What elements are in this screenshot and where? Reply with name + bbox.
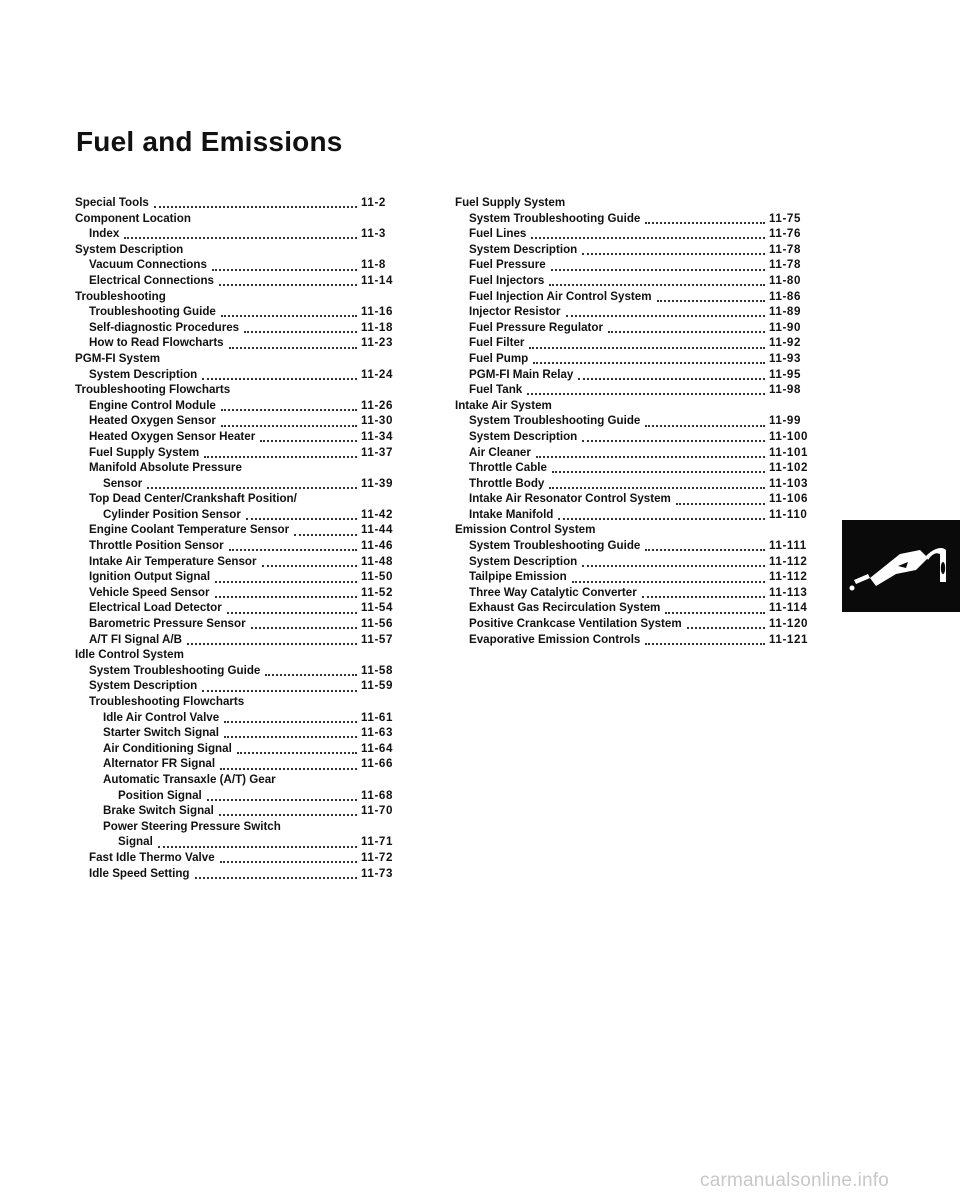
toc-entry-title: Engine Coolant Temperature Sensor [89, 523, 290, 537]
toc-entry-page: 11-18 [361, 320, 394, 334]
toc-entry-page: 11-63 [361, 726, 394, 740]
toc-entry-page: 11-42 [361, 507, 394, 521]
toc-entry-title: System Description [469, 429, 578, 443]
dot-leader [533, 361, 765, 364]
dot-leader [558, 517, 765, 520]
toc-entry-page: 11-26 [361, 398, 394, 412]
toc-entry-page: 11-23 [361, 336, 394, 350]
dot-leader [124, 236, 357, 239]
toc-entry [75, 382, 405, 398]
toc-entry-page: 11-101 [769, 445, 809, 459]
dot-leader [215, 595, 358, 598]
toc-entry[interactable] [75, 600, 405, 616]
toc-entry-title: Starter Switch Signal [103, 726, 219, 740]
toc-right-column [455, 195, 813, 647]
dot-leader [221, 424, 357, 427]
dot-leader [221, 408, 357, 411]
toc-entry[interactable] [75, 850, 405, 866]
dot-leader [221, 314, 357, 317]
toc-entry [455, 522, 813, 538]
toc-entry[interactable] [455, 616, 813, 632]
dot-leader [224, 720, 357, 723]
dot-leader [536, 455, 765, 458]
toc-entry[interactable] [455, 585, 813, 601]
toc-entry[interactable] [455, 289, 813, 305]
toc-entry-title: Intake Air Temperature Sensor [89, 554, 257, 568]
toc-entry-page: 11-68 [361, 788, 394, 802]
toc-entry-page: 11-48 [361, 554, 394, 568]
toc-entry-page: 11-50 [361, 570, 394, 584]
toc-entry[interactable] [75, 398, 405, 414]
toc-entry-page: 11-70 [361, 804, 394, 818]
dot-leader [582, 439, 765, 442]
toc-entry [75, 694, 405, 710]
toc-entry-title: Idle Speed Setting [89, 866, 190, 880]
toc-entry[interactable] [455, 600, 813, 616]
toc-entry[interactable] [75, 632, 405, 648]
dot-leader [582, 564, 765, 567]
toc-entry-title: Top Dead Center/Crankshaft Position/ [89, 492, 297, 506]
toc-entry-page: 11-99 [769, 414, 802, 428]
toc-entry[interactable] [75, 335, 405, 351]
section-thumb-tab [842, 520, 960, 612]
toc-left-column [75, 195, 405, 881]
toc-entry-title: Special Tools [75, 196, 149, 209]
toc-entry-title: Idle Air Control Valve [103, 710, 220, 724]
toc-entry-title: Alternator FR Signal [103, 757, 216, 771]
toc-entry[interactable] [455, 476, 813, 492]
dot-leader [154, 205, 357, 208]
toc-entry-title: System Description [89, 367, 198, 381]
toc-entry-page: 11-52 [361, 585, 394, 599]
dot-leader [645, 424, 765, 427]
toc-entry-title: System Description [469, 242, 578, 256]
toc-entry [455, 195, 813, 211]
toc-entry-page: 11-103 [769, 476, 809, 490]
dot-leader [665, 611, 765, 614]
toc-entry-page: 11-14 [361, 273, 394, 287]
toc-entry-page: 11-86 [769, 289, 802, 303]
toc-entry[interactable] [75, 569, 405, 585]
toc-entry-page: 11-16 [361, 305, 394, 319]
toc-entry-title: Idle Control System [75, 648, 184, 662]
toc-entry[interactable] [75, 741, 405, 757]
toc-entry[interactable] [455, 304, 813, 320]
toc-entry[interactable] [75, 320, 405, 336]
toc-entry[interactable] [455, 632, 813, 648]
dot-leader [582, 252, 765, 255]
toc-entry-page: 11-75 [769, 211, 802, 225]
toc-entry-title: System Description [469, 554, 578, 568]
toc-entry-title: Vehicle Speed Sensor [89, 585, 210, 599]
dot-leader [202, 377, 357, 380]
toc-entry-title: Vacuum Connections [89, 258, 207, 272]
toc-entry-title: Intake Manifold [469, 507, 554, 521]
toc-entry-title: Brake Switch Signal [103, 804, 214, 818]
toc-entry-title: Air Cleaner [469, 445, 531, 459]
dot-leader [657, 299, 765, 302]
dot-leader [645, 548, 765, 551]
dot-leader [158, 845, 357, 848]
toc-entry-title: Electrical Connections [89, 273, 214, 287]
toc-entry-page: 11-89 [769, 305, 802, 319]
toc-entry[interactable] [75, 226, 405, 242]
toc-entry-page: 11-90 [769, 320, 802, 334]
toc-entry[interactable] [455, 211, 813, 227]
toc-entry[interactable] [455, 429, 813, 445]
toc-entry[interactable] [455, 242, 813, 258]
toc-entry-page: 11-95 [769, 367, 802, 381]
toc-entry-title: Evaporative Emission Controls [469, 632, 641, 646]
toc-entry-page: 11-39 [361, 476, 394, 490]
toc-entry-page: 11-100 [769, 429, 809, 443]
dot-leader [551, 268, 765, 271]
toc-entry-title: System Troubleshooting Guide [469, 211, 641, 225]
toc-entry[interactable] [75, 725, 405, 741]
toc-entry[interactable] [455, 273, 813, 289]
toc-entry-page: 11-30 [361, 414, 394, 428]
toc-entry [75, 351, 405, 367]
dot-leader [260, 439, 357, 442]
toc-entry-page: 11-2 [361, 196, 386, 209]
dot-leader [608, 330, 765, 333]
toc-entry[interactable] [75, 273, 405, 289]
page-title: Fuel and Emissions [76, 126, 343, 157]
toc-entry-page: 11-57 [361, 632, 394, 646]
toc-entry[interactable] [455, 382, 813, 398]
toc-entry-title: Throttle Body [469, 476, 545, 490]
dot-leader [224, 735, 357, 738]
dot-leader [687, 626, 765, 629]
dot-leader [549, 283, 765, 286]
dot-leader [195, 876, 358, 879]
toc-entry-title: Manifold Absolute Pressure [89, 461, 242, 475]
toc-entry-page: 11-72 [361, 850, 394, 864]
dot-leader [642, 595, 765, 598]
toc-entry-title: System Troubleshooting Guide [89, 663, 261, 677]
toc-entry [75, 819, 405, 835]
dot-leader [246, 517, 357, 520]
toc-entry-title: Fuel Filter [469, 336, 525, 350]
toc-entry-page: 11-8 [361, 258, 386, 272]
dot-leader [578, 377, 765, 380]
dot-leader [265, 673, 357, 676]
toc-entry-title: Air Conditioning Signal [103, 741, 232, 755]
toc-entry [75, 491, 405, 507]
dot-leader [251, 626, 357, 629]
dot-leader [227, 611, 357, 614]
toc-entry-page: 11-93 [769, 351, 802, 365]
toc-entry-page: 11-66 [361, 757, 394, 771]
toc-entry-page: 11-114 [769, 601, 808, 615]
toc-entry [455, 398, 813, 414]
dot-leader [645, 642, 765, 645]
toc-entry-title: Throttle Cable [469, 461, 547, 475]
dot-leader [552, 470, 765, 473]
toc-entry-title: Positive Crankcase Ventilation System [469, 617, 682, 631]
toc-entry-title: Signal [118, 835, 153, 849]
toc-entry [75, 772, 405, 788]
toc-entry-title: Engine Control Module [89, 398, 216, 412]
toc-entry[interactable] [75, 367, 405, 383]
toc-entry-title: Tailpipe Emission [469, 570, 567, 584]
toc-entry-title: PGM-FI System [75, 351, 161, 365]
dot-leader [549, 486, 765, 489]
toc-entry-title: Exhaust Gas Recirculation System [469, 601, 661, 615]
toc-entry-page: 11-58 [361, 663, 394, 677]
toc-entry-page: 11-78 [769, 242, 802, 256]
toc-entry-page: 11-24 [361, 367, 394, 381]
toc-entry-title: Fuel Tank [469, 383, 523, 397]
toc-entry-title: Barometric Pressure Sensor [89, 617, 246, 631]
toc-entry-title: Sensor [103, 476, 143, 490]
toc-entry-title: Index [89, 227, 120, 241]
dot-leader [212, 268, 357, 271]
dot-leader [187, 642, 357, 645]
toc-entry-title: Fuel Lines [469, 227, 527, 241]
toc-entry-title: Heated Oxygen Sensor Heater [89, 429, 256, 443]
toc-entry-title: Power Steering Pressure Switch [103, 819, 281, 833]
toc-entry-title: Ignition Output Signal [89, 570, 211, 584]
toc-entry-page: 11-102 [769, 461, 809, 475]
dot-leader [572, 580, 765, 583]
toc-entry[interactable] [455, 538, 813, 554]
toc-entry-title: System Description [75, 242, 184, 256]
dot-leader [202, 689, 357, 692]
toc-entry[interactable] [75, 445, 405, 461]
toc-entry-title: PGM-FI Main Relay [469, 367, 574, 381]
toc-entry-page: 11-37 [361, 445, 394, 459]
toc-entry-title: Fuel Supply System [455, 196, 566, 209]
dot-leader [229, 548, 357, 551]
toc-entry-page: 11-44 [361, 523, 394, 537]
toc-entry[interactable] [455, 367, 813, 383]
dot-leader [676, 502, 765, 505]
toc-entry[interactable] [455, 320, 813, 336]
toc-entry[interactable] [75, 507, 405, 523]
toc-entry-title: System Description [89, 679, 198, 693]
dot-leader [529, 346, 765, 349]
toc-entry[interactable] [75, 678, 405, 694]
dot-leader [262, 564, 357, 567]
toc-entry[interactable] [75, 304, 405, 320]
toc-entry[interactable] [455, 460, 813, 476]
toc-entry-title: Self-diagnostic Procedures [89, 320, 240, 334]
toc-entry-page: 11-111 [769, 539, 807, 553]
toc-entry[interactable] [455, 413, 813, 429]
toc-entry-title: System Troubleshooting Guide [469, 539, 641, 553]
toc-entry-page: 11-46 [361, 539, 394, 553]
toc-entry-title: Intake Air System [455, 398, 552, 412]
toc-entry-page: 11-120 [769, 617, 809, 631]
fuel-nozzle-icon [842, 520, 960, 612]
toc-entry-page: 11-92 [769, 336, 802, 350]
toc-entry-title: Throttle Position Sensor [89, 539, 224, 553]
dot-leader [244, 330, 357, 333]
toc-entry-page: 11-110 [769, 507, 808, 521]
toc-entry-page: 11-98 [769, 383, 802, 397]
toc-entry-page: 11-54 [361, 601, 394, 615]
toc-entry[interactable] [455, 226, 813, 242]
toc-entry[interactable] [455, 335, 813, 351]
toc-entry-page: 11-78 [769, 258, 802, 272]
toc-entry-title: Fuel Pump [469, 351, 529, 365]
toc-entry-title: Position Signal [118, 788, 202, 802]
toc-entry-title: Fuel Injectors [469, 273, 545, 287]
toc-entry-title: Fast Idle Thermo Valve [89, 850, 215, 864]
toc-entry[interactable] [75, 522, 405, 538]
toc-entry-page: 11-64 [361, 741, 394, 755]
toc-entry[interactable] [75, 257, 405, 273]
toc-entry[interactable] [75, 756, 405, 772]
toc-entry-title: Emission Control System [455, 523, 596, 537]
dot-leader [204, 455, 357, 458]
dot-leader [215, 580, 357, 583]
toc-entry-title: Cylinder Position Sensor [103, 507, 241, 521]
toc-entry[interactable] [75, 788, 405, 804]
toc-entry[interactable] [455, 491, 813, 507]
toc-entry-page: 11-112 [769, 570, 808, 584]
toc-entry-page: 11-73 [361, 866, 394, 880]
toc-entry-page: 11-76 [769, 227, 802, 241]
toc-entry-page: 11-112 [769, 554, 808, 568]
dot-leader [531, 236, 765, 239]
toc-entry[interactable] [455, 351, 813, 367]
toc-entry[interactable] [75, 803, 405, 819]
toc-entry-page: 11-56 [361, 617, 394, 631]
toc-entry-title: Automatic Transaxle (A/T) Gear [103, 772, 276, 786]
dot-leader [220, 860, 357, 863]
toc-entry-page: 11-106 [769, 492, 809, 506]
toc-entry [75, 460, 405, 476]
toc-entry-title: Fuel Pressure Regulator [469, 320, 604, 334]
toc-entry[interactable] [455, 445, 813, 461]
dot-leader [237, 751, 357, 754]
toc-entry-title: Troubleshooting Flowcharts [89, 695, 245, 708]
dot-leader [229, 346, 357, 349]
toc-entry-title: A/T FI Signal A/B [89, 632, 182, 646]
dot-leader [527, 392, 765, 395]
dot-leader [147, 486, 357, 489]
toc-entry[interactable] [455, 569, 813, 585]
toc-entry[interactable] [455, 507, 813, 523]
toc-entry-title: Fuel Injection Air Control System [469, 289, 652, 303]
dot-leader [566, 314, 766, 317]
toc-entry[interactable] [455, 257, 813, 273]
toc-entry-page: 11-71 [361, 835, 394, 849]
toc-entry[interactable] [455, 554, 813, 570]
toc-entry-title: Fuel Supply System [89, 445, 200, 459]
toc-entry-page: 11-61 [361, 710, 394, 724]
toc-entry[interactable] [75, 429, 405, 445]
dot-leader [294, 533, 357, 536]
toc-entry [75, 289, 405, 305]
toc-entry[interactable] [75, 866, 405, 882]
toc-entry-page: 11-121 [769, 632, 809, 646]
toc-entry-title: How to Read Flowcharts [89, 336, 224, 350]
toc-entry-title: Troubleshooting Guide [89, 305, 216, 319]
toc-entry-title: System Troubleshooting Guide [469, 414, 641, 428]
toc-entry-title: Troubleshooting Flowcharts [75, 383, 231, 397]
toc-entry[interactable] [75, 413, 405, 429]
dot-leader [219, 813, 357, 816]
toc-entry-title: Three Way Catalytic Converter [469, 585, 637, 599]
toc-entry-title: Intake Air Resonator Control System [469, 492, 671, 506]
toc-entry[interactable] [75, 663, 405, 679]
dot-leader [220, 767, 357, 770]
toc-entry-title: Heated Oxygen Sensor [89, 414, 216, 428]
watermark: carmanualsonline.info [700, 1170, 890, 1191]
toc-entry-title: Component Location [75, 211, 191, 225]
toc-entry [75, 647, 405, 663]
toc-entry [75, 242, 405, 258]
toc-entry[interactable] [75, 476, 405, 492]
toc-entry-title: Electrical Load Detector [89, 601, 222, 615]
toc-entry [75, 211, 405, 227]
dot-leader [207, 798, 357, 801]
toc-entry[interactable] [75, 834, 405, 850]
dot-leader [219, 283, 357, 286]
dot-leader [645, 221, 765, 224]
toc-entry-page: 11-59 [361, 679, 394, 693]
toc-entry-page: 11-3 [361, 227, 386, 241]
toc-entry-page: 11-80 [769, 273, 802, 287]
toc-entry[interactable] [75, 554, 405, 570]
toc-entry[interactable] [75, 710, 405, 726]
toc-entry-title: Injector Resistor [469, 305, 561, 319]
toc-entry[interactable] [75, 616, 405, 632]
toc-entry-title: Troubleshooting [75, 289, 166, 303]
toc-entry-page: 11-34 [361, 429, 394, 443]
toc-entry-title: Fuel Pressure [469, 258, 546, 272]
toc-entry[interactable] [75, 585, 405, 601]
toc-entry-page: 11-113 [769, 585, 808, 599]
toc-entry[interactable] [75, 195, 405, 211]
toc-entry[interactable] [75, 538, 405, 554]
